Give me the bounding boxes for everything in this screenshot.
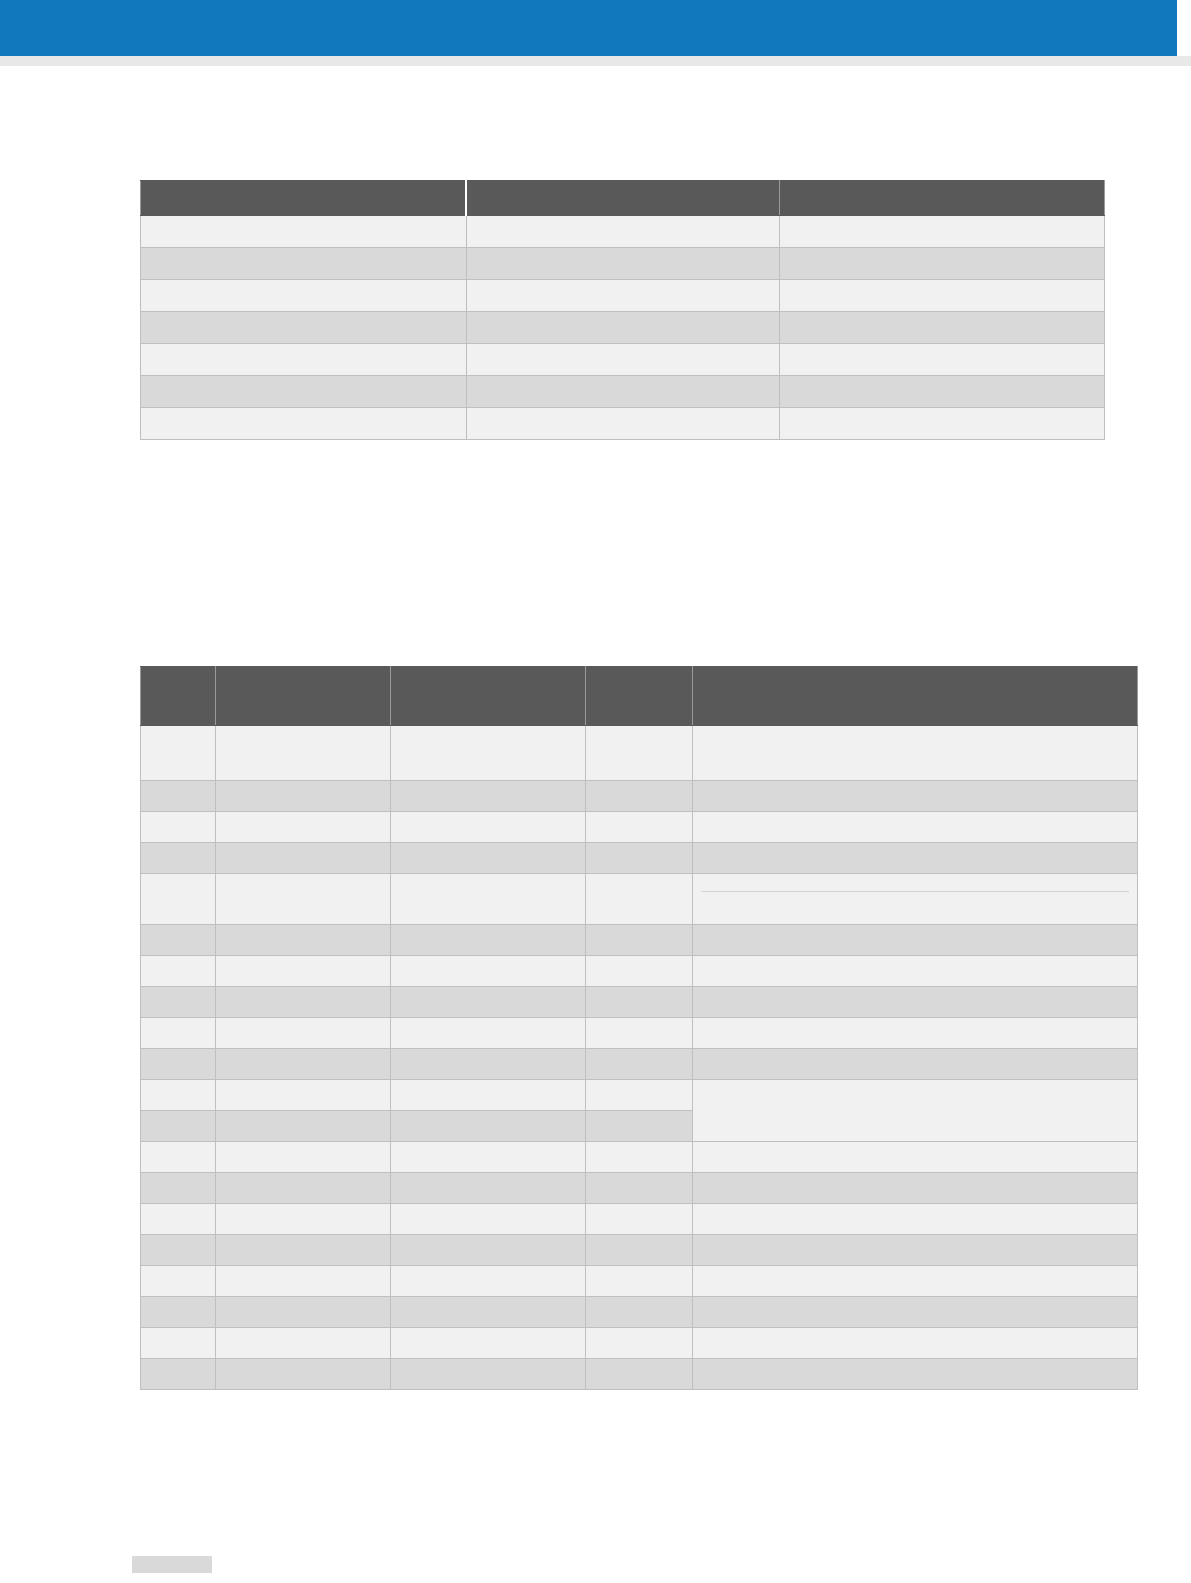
cell bbox=[693, 925, 1138, 956]
cell bbox=[391, 812, 586, 843]
cell bbox=[391, 874, 586, 925]
cell bbox=[391, 1328, 586, 1359]
cell bbox=[693, 726, 1138, 781]
cell bbox=[216, 1111, 391, 1142]
cell bbox=[391, 781, 586, 812]
cell bbox=[780, 248, 1105, 280]
table-row bbox=[141, 956, 1138, 987]
cell bbox=[216, 874, 391, 925]
cell bbox=[141, 344, 467, 376]
table-row bbox=[141, 1359, 1138, 1390]
cell bbox=[216, 781, 391, 812]
cell bbox=[391, 1018, 586, 1049]
cell bbox=[141, 1080, 216, 1111]
cell bbox=[586, 874, 693, 925]
cell bbox=[693, 1328, 1138, 1359]
cell bbox=[586, 1297, 693, 1328]
cell bbox=[586, 925, 693, 956]
cell bbox=[391, 1111, 586, 1142]
cell bbox=[216, 1018, 391, 1049]
column-header-4 bbox=[693, 667, 1138, 726]
table-header-row bbox=[141, 667, 1138, 726]
cell bbox=[216, 1049, 391, 1080]
cell bbox=[141, 726, 216, 781]
table-row bbox=[141, 925, 1138, 956]
cell bbox=[391, 843, 586, 874]
cell bbox=[141, 925, 216, 956]
cell bbox=[391, 1173, 586, 1204]
cell bbox=[216, 925, 391, 956]
cell bbox=[141, 248, 467, 280]
cell bbox=[391, 1204, 586, 1235]
table-row bbox=[141, 1142, 1138, 1173]
cell bbox=[780, 216, 1105, 248]
cell bbox=[586, 1111, 693, 1142]
table-row bbox=[141, 1235, 1138, 1266]
table-row bbox=[141, 312, 1105, 344]
footer-page-box bbox=[132, 1556, 212, 1573]
cell bbox=[141, 1266, 216, 1297]
cell bbox=[216, 1359, 391, 1390]
cell bbox=[466, 216, 780, 248]
page-footer bbox=[22, 1556, 1170, 1576]
cell bbox=[466, 408, 780, 440]
cell bbox=[391, 1080, 586, 1111]
cell bbox=[391, 1359, 586, 1390]
cell bbox=[693, 843, 1138, 874]
cell bbox=[693, 812, 1138, 843]
page-body bbox=[0, 66, 1191, 1583]
cell bbox=[141, 812, 216, 843]
cell bbox=[391, 1049, 586, 1080]
cell bbox=[586, 1080, 693, 1111]
cell bbox=[391, 925, 586, 956]
cell bbox=[586, 987, 693, 1018]
register-table bbox=[140, 666, 1138, 1390]
table-row bbox=[141, 843, 1138, 874]
table-row bbox=[141, 1018, 1138, 1049]
cell bbox=[466, 248, 780, 280]
table-row bbox=[141, 408, 1105, 440]
page-header-band bbox=[0, 0, 1191, 56]
cell bbox=[780, 344, 1105, 376]
page-header-right-gap bbox=[1177, 0, 1191, 56]
cell bbox=[141, 956, 216, 987]
cell bbox=[586, 1235, 693, 1266]
cell-divider bbox=[701, 891, 1129, 892]
cell bbox=[216, 1235, 391, 1266]
table-row bbox=[141, 1080, 1138, 1111]
specification-table-wrapper bbox=[140, 180, 1052, 440]
cell bbox=[216, 1266, 391, 1297]
cell bbox=[780, 376, 1105, 408]
cell bbox=[216, 987, 391, 1018]
cell bbox=[780, 408, 1105, 440]
cell bbox=[693, 781, 1138, 812]
cell bbox=[141, 874, 216, 925]
cell bbox=[141, 312, 467, 344]
cell bbox=[141, 1297, 216, 1328]
cell bbox=[693, 987, 1138, 1018]
cell bbox=[141, 376, 467, 408]
table-row bbox=[141, 874, 1138, 925]
table-row bbox=[141, 280, 1105, 312]
cell bbox=[216, 1204, 391, 1235]
cell bbox=[391, 1142, 586, 1173]
cell bbox=[693, 1049, 1138, 1080]
cell bbox=[586, 781, 693, 812]
cell bbox=[780, 312, 1105, 344]
cell bbox=[693, 1266, 1138, 1297]
cell bbox=[466, 376, 780, 408]
table-row bbox=[141, 248, 1105, 280]
cell bbox=[141, 1173, 216, 1204]
cell bbox=[693, 1018, 1138, 1049]
cell bbox=[141, 408, 467, 440]
cell bbox=[141, 1235, 216, 1266]
table-row bbox=[141, 1049, 1138, 1080]
cell bbox=[466, 280, 780, 312]
table-row bbox=[141, 726, 1138, 781]
cell bbox=[141, 1328, 216, 1359]
page-header-underline bbox=[0, 56, 1191, 66]
cell bbox=[586, 1173, 693, 1204]
table-row bbox=[141, 376, 1105, 408]
column-header-0 bbox=[141, 667, 216, 726]
cell bbox=[693, 874, 1138, 925]
table-row bbox=[141, 1266, 1138, 1297]
cell bbox=[586, 1018, 693, 1049]
column-header-0 bbox=[141, 181, 467, 216]
cell bbox=[141, 216, 467, 248]
cell bbox=[391, 1266, 586, 1297]
cell bbox=[141, 843, 216, 874]
cell bbox=[586, 1266, 693, 1297]
table-header-row bbox=[141, 181, 1105, 216]
cell bbox=[391, 1297, 586, 1328]
cell bbox=[216, 1328, 391, 1359]
cell bbox=[216, 726, 391, 781]
cell bbox=[693, 1204, 1138, 1235]
column-header-2 bbox=[391, 667, 586, 726]
cell bbox=[586, 956, 693, 987]
table-row bbox=[141, 216, 1105, 248]
column-header-3 bbox=[586, 667, 693, 726]
cell bbox=[141, 1204, 216, 1235]
cell bbox=[216, 812, 391, 843]
cell bbox=[391, 956, 586, 987]
cell bbox=[216, 1297, 391, 1328]
cell bbox=[586, 1049, 693, 1080]
table-row bbox=[141, 812, 1138, 843]
cell bbox=[586, 812, 693, 843]
cell bbox=[141, 1359, 216, 1390]
cell bbox=[216, 1173, 391, 1204]
cell bbox=[693, 956, 1138, 987]
cell bbox=[391, 1235, 586, 1266]
table-row bbox=[141, 1328, 1138, 1359]
table-row bbox=[141, 781, 1138, 812]
cell bbox=[586, 726, 693, 781]
cell bbox=[586, 1142, 693, 1173]
cell bbox=[216, 1080, 391, 1111]
cell bbox=[391, 726, 586, 781]
cell bbox=[141, 1142, 216, 1173]
cell bbox=[391, 987, 586, 1018]
cell bbox=[141, 781, 216, 812]
cell bbox=[693, 1173, 1138, 1204]
cell bbox=[466, 312, 780, 344]
table-row bbox=[141, 344, 1105, 376]
specification-table bbox=[140, 180, 1105, 440]
column-header-1 bbox=[466, 181, 780, 216]
table-row bbox=[141, 987, 1138, 1018]
cell bbox=[586, 1204, 693, 1235]
table-row bbox=[141, 1297, 1138, 1328]
cell bbox=[141, 987, 216, 1018]
cell bbox=[586, 843, 693, 874]
table-row bbox=[141, 1173, 1138, 1204]
cell bbox=[141, 1049, 216, 1080]
cell bbox=[141, 1018, 216, 1049]
cell bbox=[586, 1328, 693, 1359]
cell bbox=[216, 956, 391, 987]
cell bbox=[466, 344, 780, 376]
cell bbox=[141, 280, 467, 312]
cell bbox=[693, 1142, 1138, 1173]
cell bbox=[216, 843, 391, 874]
column-header-2 bbox=[780, 181, 1105, 216]
cell bbox=[693, 1297, 1138, 1328]
table-row bbox=[141, 1204, 1138, 1235]
cell bbox=[586, 1359, 693, 1390]
cell bbox=[693, 1080, 1138, 1142]
column-header-1 bbox=[216, 667, 391, 726]
cell bbox=[693, 1359, 1138, 1390]
register-table-wrapper bbox=[140, 666, 1052, 1390]
cell bbox=[216, 1142, 391, 1173]
cell bbox=[693, 1235, 1138, 1266]
cell bbox=[780, 280, 1105, 312]
cell bbox=[141, 1111, 216, 1142]
